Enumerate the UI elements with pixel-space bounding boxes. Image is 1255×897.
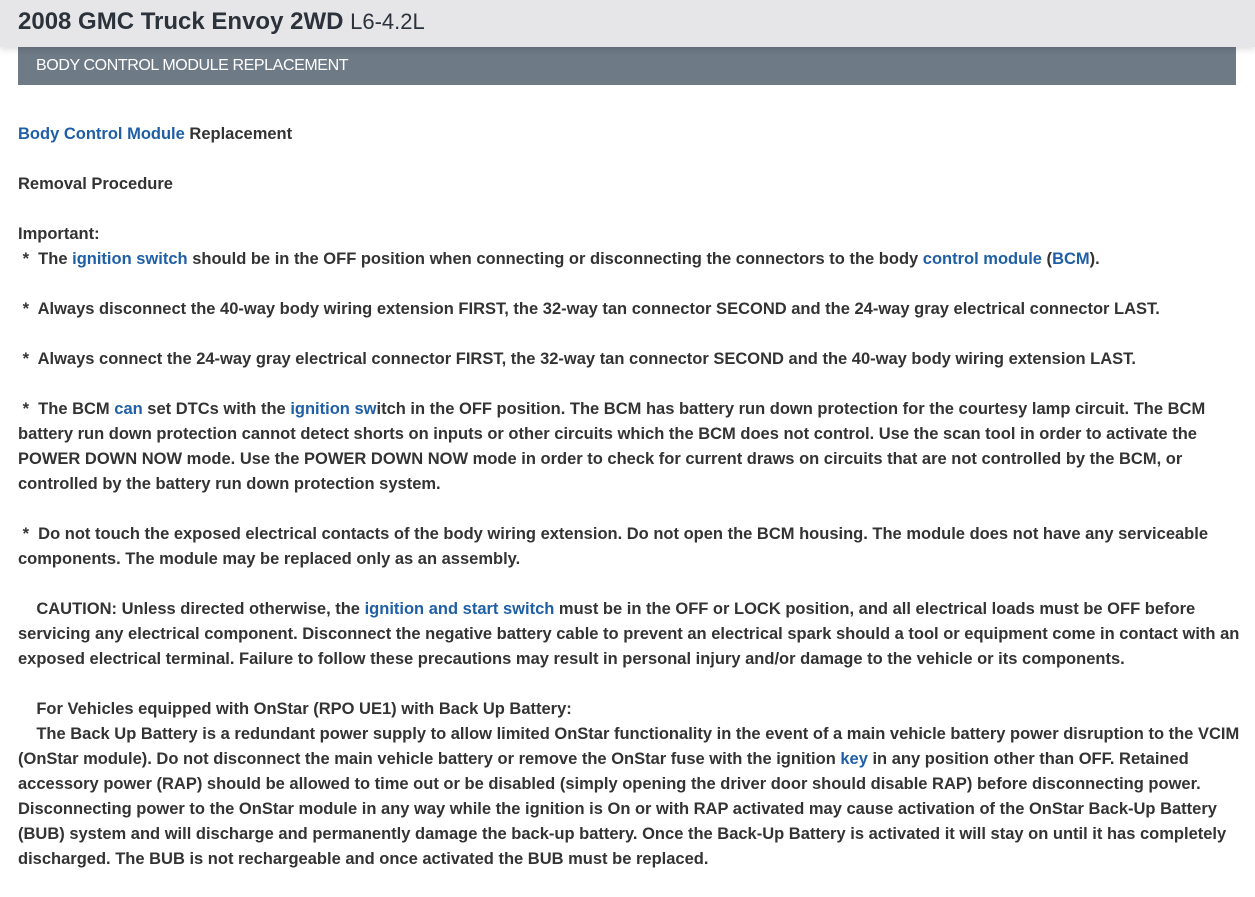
important-label: Important:: [18, 225, 100, 243]
onstar-note: [18, 722, 1243, 872]
link-ignition-switch-2[interactable]: ignition sw: [290, 400, 377, 418]
link-ignition-and-start-switch[interactable]: ignition and start switch: [364, 600, 555, 618]
onstar-heading: For Vehicles equipped with OnStar (RPO UE1) with Back Up Battery:: [18, 700, 572, 718]
link-body-control-module[interactable]: Body Control Module: [18, 125, 185, 143]
bullet-3: * Always connect the 24-way gray electrical connector FIRST, the 32-way tan connector SECOND and the 40-way body wiring extension LAST.: [18, 350, 1137, 368]
section-title: BODY CONTROL MODULE REPLACEMENT: [36, 57, 349, 74]
document-body: [18, 122, 1243, 872]
text: set DTCs with the: [142, 400, 291, 418]
vehicle-title: [18, 8, 425, 36]
doc-heading: [18, 122, 1243, 147]
text: * The BCM: [18, 400, 115, 418]
text: CAUTION: Unless directed otherwise, the: [18, 600, 365, 618]
text: should be in the OFF position when connecting or disconnecting the connectors to the body: [187, 250, 923, 268]
text: in any position other than OFF. Retained accessory power (RAP) should be allowed to time out or be disabled (simply opening the driver door should disable RAP) before disconnecting power. Disconnecting power to the OnStar module in any way while the ignition is On or with RAP activated may cause activation of the OnStar Back-Up Battery (BUB) system and will discharge and permanently damage the back-up battery. Once the Back-Up Battery is activated it will stay on until it has completely discharged. The BUB is not rechargeable and once activated the BUB must be replaced.: [18, 750, 1231, 868]
bullet-5: * Do not touch the exposed electrical contacts of the body wiring extension. Do not open the BCM housing. The module does not have any serviceable components. The module may be replaced only as an assembly.: [18, 525, 1213, 568]
link-control-module[interactable]: control module: [922, 250, 1042, 268]
removal-procedure-heading: Removal Procedure: [18, 175, 173, 193]
caution-note: [18, 597, 1243, 672]
link-ignition-switch[interactable]: ignition switch: [72, 250, 188, 268]
vehicle-header: [0, 0, 1255, 47]
link-key[interactable]: key: [840, 750, 868, 768]
text: (: [1041, 250, 1053, 268]
text: The Back Up Battery is a redundant power supply to allow limited OnStar functionality in the event of a main vehicle battery power disruption to the VCIM (OnStar module). Do not disconnect the main vehicle battery or remove the OnStar fuse with the ignition: [18, 725, 1244, 768]
text: * The: [18, 250, 73, 268]
link-bcm[interactable]: BCM: [1052, 250, 1090, 268]
text: ).: [1089, 250, 1100, 268]
bullet-1: [18, 247, 1243, 272]
vehicle-name: 2008 GMC Truck Envoy 2WD: [18, 8, 344, 35]
text: itch in the OFF position. The BCM has battery run down protection for the courtesy lamp circuit. The BCM battery run down protection cannot detect shorts on inputs or other circuits which the BCM does not control. Use the scan tool in order to activate the POWER DOWN NOW mode. Use the POWER DOWN NOW mode in order to check for current draws on circuits that are not controlled by the BCM, or controlled by the battery run down protection system.: [18, 400, 1210, 493]
section-title-bar: [18, 47, 1236, 85]
heading-text: Replacement: [184, 125, 293, 143]
link-can[interactable]: can: [114, 400, 143, 418]
bullet-4: [18, 397, 1243, 497]
text: must be in the OFF or LOCK position, and all electrical loads must be OFF before servicing any electrical component. Disconnect the negative battery cable to prevent an electrical spark should a tool or equipment come in contact with an exposed electrical terminal. Failure to follow these precautions may result in personal injury and/or damage to the vehicle or its components.: [18, 600, 1244, 668]
engine-label: L6-4.2L: [350, 9, 425, 34]
bullet-2: * Always disconnect the 40-way body wiring extension FIRST, the 32-way tan connector SECOND and the 24-way gray electrical connector LAST.: [18, 300, 1160, 318]
